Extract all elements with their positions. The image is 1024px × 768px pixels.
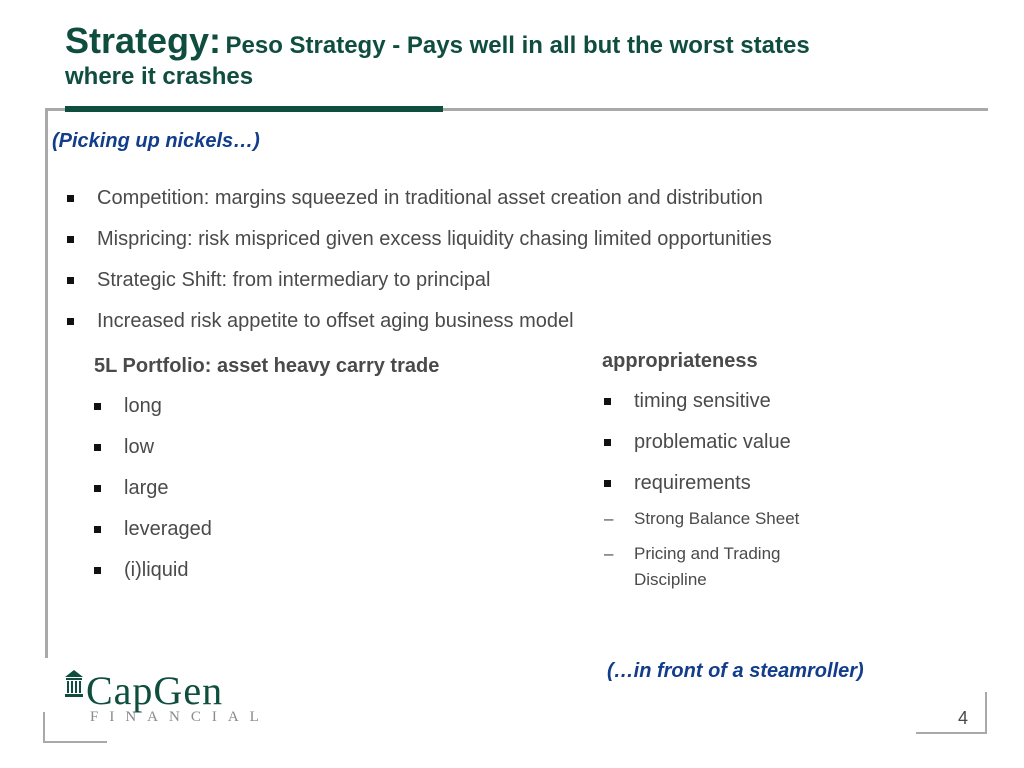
bullet-square-icon [94,485,101,492]
logo-sub: FINANCIAL [90,709,270,725]
title-accent-bar [65,106,443,112]
list-item: low [92,427,439,468]
main-bullet: Increased risk appetite to offset aging business model [65,301,772,342]
main-bullet: Mispricing: risk mispriced given excess liquidity chasing limited opportunities [65,219,772,260]
main-bullet-list [65,178,772,342]
left-column-heading: 5L Portfolio: asset heavy carry trade [94,355,440,377]
list-item: long [92,386,439,427]
bullet-square-icon [94,526,101,533]
bullet-square-icon [67,318,74,325]
capgen-logo [64,665,270,733]
left-column [94,355,439,591]
main-bullet: Strategic Shift: from intermediary to principal [65,260,772,301]
sub-item: – Strong Balance Sheet [602,506,902,532]
logo-name: CapGen [86,668,224,713]
list-item: (i)liquid [92,550,439,591]
right-column-list [602,381,902,504]
left-rule [45,108,48,658]
tagline-top: (Picking up nickels…) [52,130,260,152]
list-item: large [92,468,439,509]
corner-frame [916,732,987,734]
bullet-square-icon [604,439,611,446]
bullet-square-icon [604,480,611,487]
bullet-square-icon [94,444,101,451]
bullet-square-icon [67,236,74,243]
bullet-square-icon [604,398,611,405]
title-main: Strategy: [65,20,222,61]
right-column-heading: appropriateness [602,350,758,372]
slide-title [65,22,985,90]
list-item: problematic value [602,422,902,463]
title-line2: where it crashes [65,63,254,90]
tagline-bottom: (…in front of a steamroller) [607,660,864,682]
right-column [602,350,902,593]
corner-frame [43,741,107,743]
bullet-square-icon [67,195,74,202]
dash-bullet-icon: – [604,509,614,528]
column-building-icon [64,669,84,699]
page-number: 4 [958,708,969,728]
bullet-square-icon [67,277,74,284]
bullet-square-icon [94,567,101,574]
corner-frame [43,712,45,743]
sub-item: – Pricing and Trading Discipline [602,541,902,593]
dash-bullet-icon: – [604,544,614,563]
list-item: timing sensitive [602,381,902,422]
main-bullet: Competition: margins squeezed in traditional asset creation and distribution [65,178,772,219]
list-item: leveraged [92,509,439,550]
left-column-list [92,386,439,591]
title-rest: Peso Strategy - Pays well in all but the worst states [225,32,810,59]
list-item: requirements [602,463,902,504]
bullet-square-icon [94,403,101,410]
corner-frame [985,692,987,734]
